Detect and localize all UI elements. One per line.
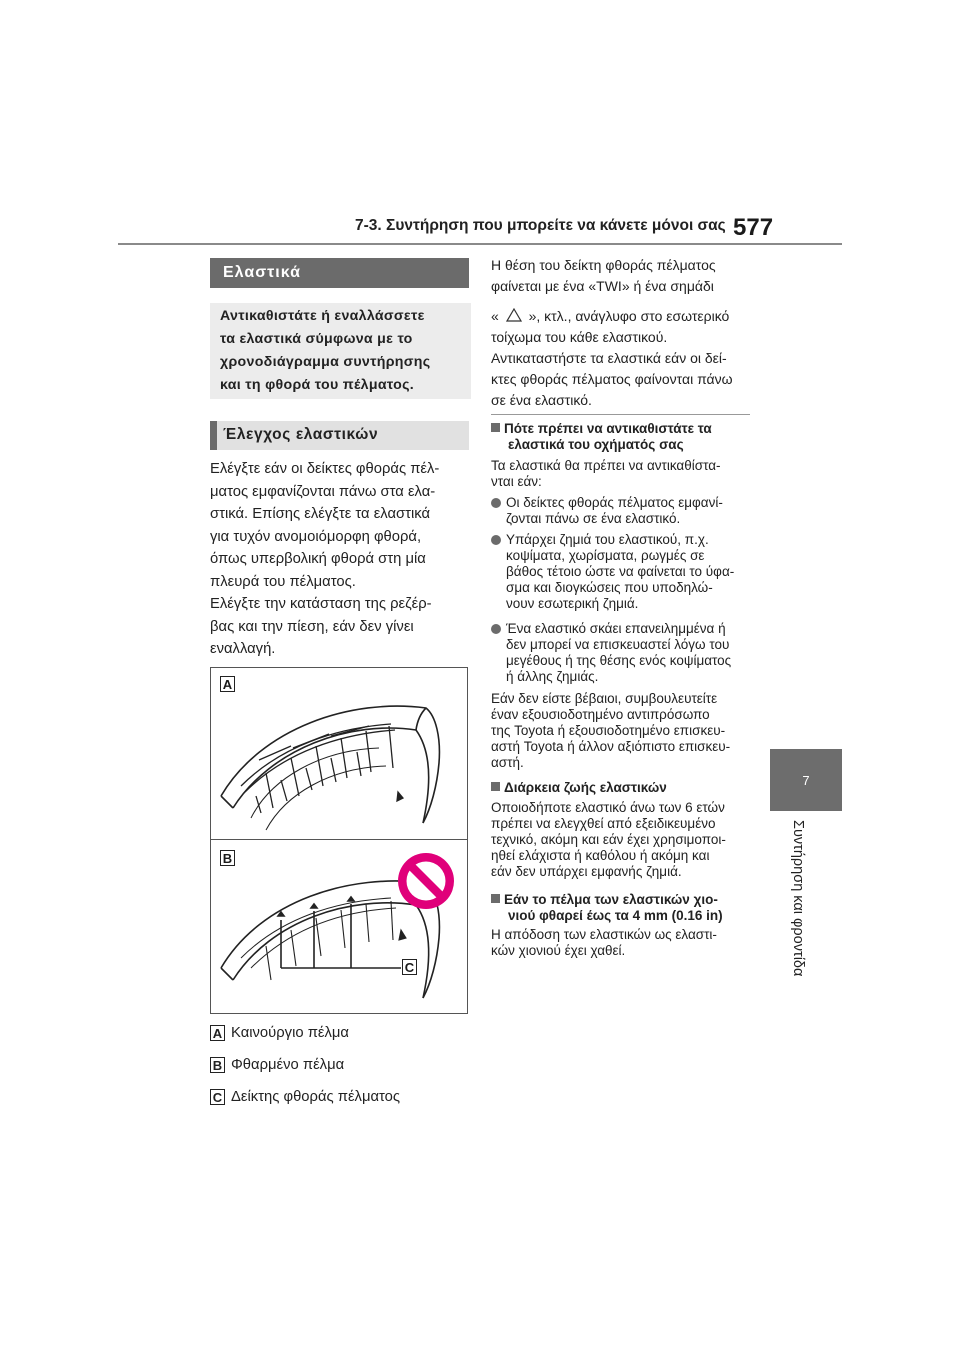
bullet-line: μεγέθους ή της θέσης ενός κοψίματος: [506, 653, 732, 668]
paragraph-line: Ελέγξτε εάν οι δείκτες φθοράς πέλ-: [210, 461, 440, 477]
header-rule: [118, 243, 842, 245]
chapter-number: 7: [802, 772, 810, 788]
paragraph-line: Εάν δεν είστε βέβαιοι, συμβουλευτείτε: [491, 691, 718, 706]
figure-label-c: C: [402, 959, 417, 975]
paragraph-line: όπως υπερβολική φθορά στη μία: [210, 551, 426, 567]
heading-line: Εάν το πέλμα των ελαστικών χιο-: [504, 892, 718, 907]
paragraph-line: τεχνικό, ακόμη και εάν έχει χρησιμοποι-: [491, 832, 726, 847]
paragraph-line: στικά. Επίσης ελέγξτε τα ελαστικά: [210, 506, 431, 522]
bullet-dot: [491, 498, 501, 508]
paragraph-line: έναν εξουσιοδοτημένο αντιπρόσωπο: [491, 707, 710, 722]
paragraph-line: βας και την πίεση, εάν δεν γίνει: [210, 618, 414, 635]
bullet-line: νουν εσωτερική ζημιά.: [506, 596, 639, 611]
snow-tires-paragraph: [491, 927, 756, 959]
figure-label-b: B: [220, 850, 235, 866]
bullet-line: βάθος τέτοιο ώστε να φαίνεται το ύφα-: [506, 564, 735, 579]
heading-marker: [491, 782, 500, 791]
bullet-item: [491, 621, 756, 685]
page-number: 577: [733, 214, 774, 241]
subheading-bar: [210, 421, 217, 450]
legend-item-b: [210, 1057, 344, 1073]
paragraph-line: πρέπει να ελεγχθεί από εξειδικευμένο: [491, 816, 716, 831]
legend-letter: B: [210, 1057, 225, 1073]
intro-line: φαίνεται με ένα «TWI» ή ένα σημάδι: [491, 278, 714, 294]
heading-line: Πότε πρέπει να αντικαθιστάτε τα: [504, 421, 712, 436]
intro-line: σε ένα ελαστικό.: [491, 392, 592, 408]
intro-line: κτες φθοράς πέλματος φαίνονται πάνω: [491, 371, 733, 387]
tire-tread-figure: [210, 667, 468, 1014]
heading-line: ελαστικά του οχήματός σας: [508, 437, 684, 452]
bullet-dot: [491, 535, 501, 545]
legend-text: Καινούργιο πέλμα: [231, 1025, 349, 1041]
legend-item-a: [210, 1025, 349, 1041]
paragraph-line: ματος εμφανίζονται πάνω στα ελα-: [210, 483, 436, 500]
summary-line: και τη φθορά του πέλματος.: [220, 377, 414, 393]
paragraph-line: Οποιοδήποτε ελαστικό άνω των 6 ετών: [491, 800, 725, 815]
heading-marker: [491, 894, 500, 903]
topic-title-box: [210, 258, 469, 288]
section-rule: [491, 414, 750, 415]
bullet-line: δεν μπορεί να επισκευαστεί λόγω του: [506, 637, 730, 652]
prohibition-icon: [398, 853, 454, 909]
chapter-title: Συντήρηση και φροντίδα: [790, 820, 806, 977]
paragraph-line: νται εάν:: [491, 474, 542, 489]
tire-life-paragraph: [491, 800, 756, 880]
legend-letter: C: [210, 1089, 225, 1105]
legend-text: Δείκτης φθοράς πέλματος: [231, 1089, 401, 1105]
heading-marker: [491, 423, 500, 432]
paragraph-line: ηθεί ελάχιστα ή καθόλου ή ακόμη και: [491, 848, 710, 863]
paragraph-line: κών χιονιού έχει χαθεί.: [491, 943, 626, 958]
bullet-item: [491, 532, 756, 612]
chapter-tab[interactable]: [770, 749, 842, 811]
paragraph-line: εάν δεν υπάρχει εμφανής ζημιά.: [491, 864, 682, 879]
subheading: Έλεγχος ελαστικών: [223, 426, 379, 443]
replace-intro-paragraph: [491, 458, 756, 490]
paragraph-line: της Toyota ή εξουσιοδοτημένο επισκευ-: [491, 723, 726, 738]
summary-line: χρονοδιάγραμμα συντήρησης: [220, 354, 431, 370]
summary-line: τα ελαστικά σύμφωνα με το: [220, 331, 413, 347]
bullet-dot: [491, 624, 501, 634]
wear-indicator-intro: [491, 255, 761, 411]
bullet-line: σμα και διογκώσεις που υποδηλώ-: [506, 580, 713, 595]
paragraph-line: για τυχόν ανομοιόμορφη φθορά,: [210, 528, 422, 545]
bullet-line: Υπάρχει ζημιά του ελαστικού, π.χ.: [506, 532, 709, 547]
paragraph-line: πλευρά του πέλματος.: [210, 573, 356, 590]
paragraph-line: αστή Toyota ή άλλον αξιόπιστο επισκευ-: [491, 739, 731, 754]
dealer-advice-paragraph: [491, 691, 756, 771]
paragraph-line: Ελέγξτε την κατάσταση της ρεζέρ-: [210, 596, 432, 612]
intro-line-with-symbol: [491, 306, 761, 327]
heading-snow-tires: [491, 892, 761, 924]
intro-symbol-suffix: », κτλ., ανάγλυφο στο εσωτερικό: [528, 308, 730, 324]
figure-label-a: A: [220, 676, 235, 692]
heading-line: νιού φθαρεί έως τα 4 mm (0.16 in): [508, 908, 723, 923]
tire-check-paragraph: [210, 458, 472, 661]
worn-tire-illustration: [211, 668, 467, 1013]
chapter-title-vertical: [784, 820, 808, 990]
paragraph-line: Τα ελαστικά θα πρέπει να αντικαθίστα-: [491, 458, 721, 473]
topic-title: Ελαστικά: [223, 264, 301, 281]
section-title: 7-3. Συντήρηση που μπορείτε να κάνετε μόνοι σας: [355, 217, 726, 234]
intro-symbol-prefix: «: [491, 308, 499, 324]
legend-item-c: [210, 1089, 400, 1105]
bullet-item: [491, 495, 756, 527]
intro-line: τοίχωμα του κάθε ελαστικού.: [491, 329, 668, 345]
intro-line: Η θέση του δείκτη φθοράς πέλματος: [491, 257, 716, 273]
heading-line: Διάρκεια ζωής ελαστικών: [504, 780, 667, 795]
intro-line: Αντικαταστήστε τα ελαστικά εάν οι δεί-: [491, 350, 727, 366]
subheading-box: [210, 421, 469, 450]
paragraph-line: εναλλαγή.: [210, 641, 276, 657]
heading-when-replace: [491, 421, 761, 453]
bullet-line: Ένα ελαστικό σκάει επανειλημμένα ή: [506, 621, 726, 636]
topic-summary-box: [210, 303, 471, 399]
legend-letter: A: [210, 1025, 225, 1041]
paragraph-line: αστή.: [491, 755, 524, 770]
triangle-mark-icon: [506, 308, 522, 322]
bullet-line: ζονται πάνω σε ένα ελαστικό.: [506, 511, 681, 526]
paragraph-line: Η απόδοση των ελαστικών ως ελαστι-: [491, 927, 717, 942]
legend-text: Φθαρμένο πέλμα: [231, 1057, 345, 1073]
bullet-line: Οι δείκτες φθοράς πέλματος εμφανί-: [506, 495, 723, 510]
bullet-line: κοψίματα, χωρίσματα, ρωγμές σε: [506, 548, 705, 563]
heading-tire-life: [491, 780, 761, 796]
bullet-line: ή άλλης ζημιάς.: [506, 669, 599, 684]
summary-line: Αντικαθιστάτε ή εναλλάσσετε: [220, 308, 425, 324]
